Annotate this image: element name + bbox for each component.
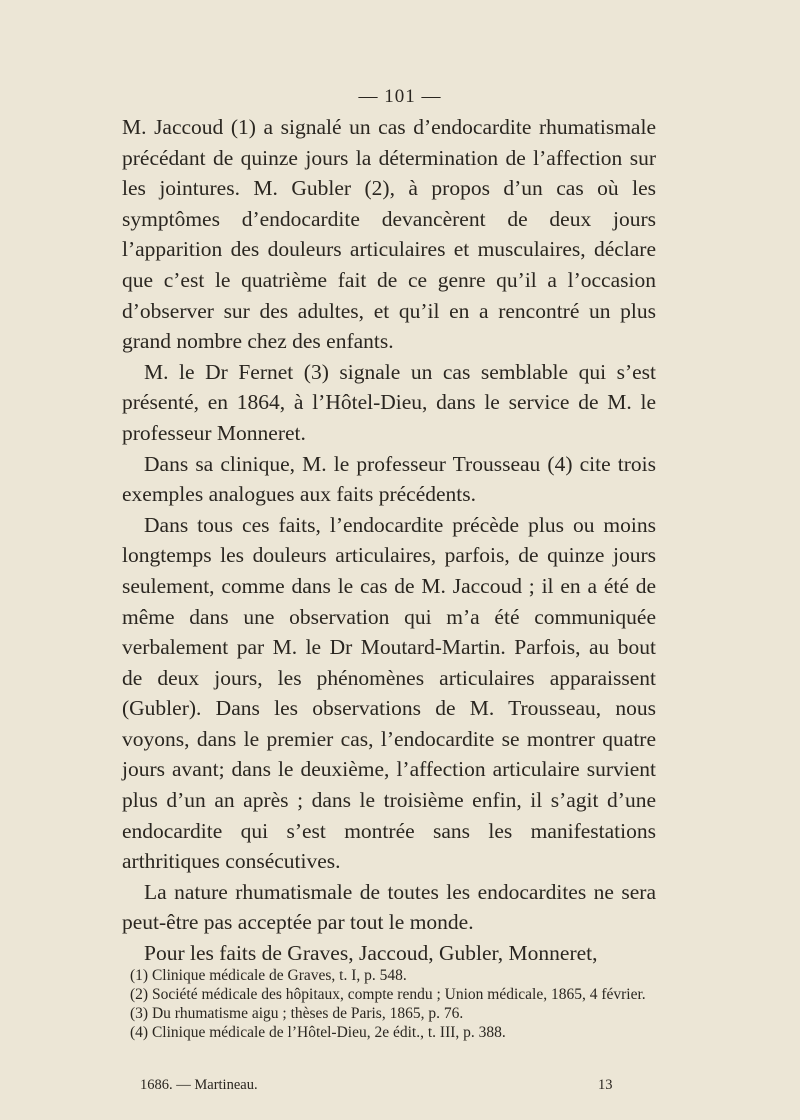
- footer-signature: 1686. — Martineau.: [140, 1077, 258, 1093]
- paragraph: M. le Dr Fernet (3) signale un cas semblable qui s’est présenté, en 1864, à l’Hôtel-Dieu, dans le service de M. le professeur Monneret.: [122, 359, 656, 445]
- paragraph: M. Jaccoud (1) a signalé un cas d’endocardite rhumatismale précédant de quinze jours la détermination de l’affection sur les jointures. M. Gubler (2), à propos d’un cas où les symptômes d’endocardite devancèrent de deux jours l’apparition des douleurs articulaires et musculaires, déclare que c’est le quatrième fait de ce genre qu’il a l’occasion d’observer sur des adultes, et qu’il en a rencontré un plus grand nombre chez des enfants.: [122, 115, 656, 354]
- footer-sheet-number: 13: [598, 1077, 613, 1093]
- footnote: (4) Clinique médicale de l’Hôtel-Dieu, 2e édit., t. III, p. 388.: [130, 1024, 506, 1041]
- page-number: — 101 —: [358, 86, 442, 107]
- footnote: (3) Du rhumatisme aigu ; thèses de Paris, 1865, p. 76.: [130, 1005, 464, 1022]
- footnote: (1) Clinique médicale de Graves, t. I, p. 548.: [130, 967, 407, 984]
- paragraph: La nature rhumatismale de toutes les endocardites ne sera peut-être pas acceptée par tout le monde.: [122, 879, 656, 935]
- paragraph: Dans tous ces faits, l’endocardite précède plus ou moins longtemps les douleurs articulaires, parfois, de quinze jours seulement, comme dans le cas de M. Jaccoud ; il en a été de même dans une observation qui m’a été communiquée verbalement par M. le Dr Moutard-Martin. Parfois, au bout de deux jours, les phénomènes articulaires apparaissent (Gubler). Dans les observations de M. Trousseau, nous voyons, dans le premier cas, l’endocardite se montrer quatre jours avant; dans le deuxième, l’affection articulaire survient plus d’un an après ; dans le troisième enfin, il s’agit d’une endocardite qui s’est montrée sans les manifestations arthritiques consécutives.: [122, 512, 656, 874]
- body-text: [122, 112, 656, 969]
- footnotes: [122, 966, 656, 1042]
- paragraph: Pour les faits de Graves, Jaccoud, Gubler, Monneret,: [144, 941, 598, 966]
- paragraph: Dans sa clinique, M. le professeur Trousseau (4) cite trois exemples analogues aux faits précédents.: [122, 451, 656, 507]
- footnote: (2) Société médicale des hôpitaux, compte rendu ; Union médicale, 1865, 4 février.: [130, 986, 646, 1003]
